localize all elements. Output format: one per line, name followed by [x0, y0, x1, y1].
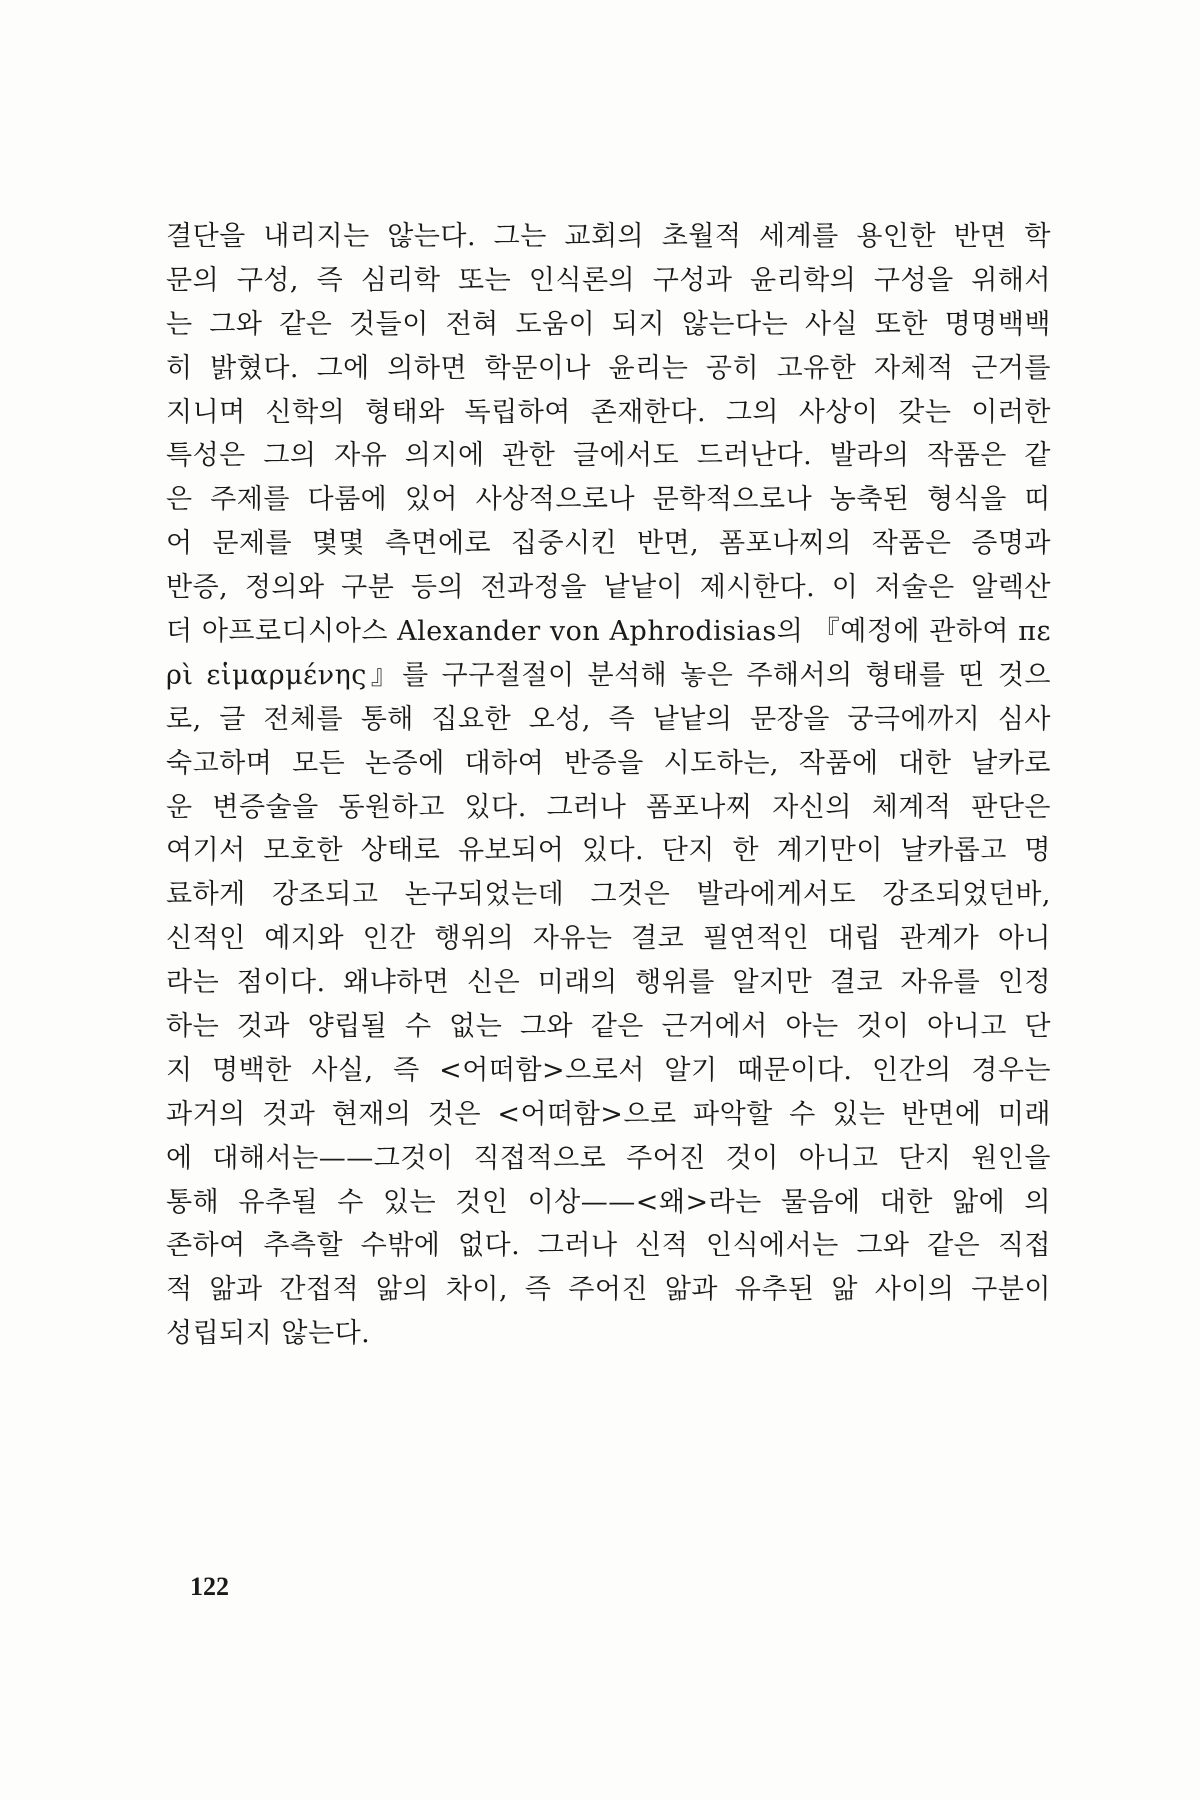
- text-line: 히 밝혔다. 그에 의하면 학문이나 윤리는 공히 고유한 자체적 근거를: [166, 352, 1051, 384]
- text-line: ρὶ εἱμαρμένης』를 구구절절이 분석해 놓은 주해서의 형태를 띤 것으: [166, 659, 1051, 691]
- text-line: 반증, 정의와 구분 등의 전과정을 낱낱이 제시한다. 이 저술은 알렉산: [166, 572, 1051, 604]
- text-line: 로, 글 전체를 통해 집요한 오성, 즉 낱낱의 문장을 궁극에까지 심사: [166, 703, 1051, 735]
- text-line: 성립되지 않는다.: [166, 1318, 371, 1350]
- text-line: 하는 것과 양립될 수 없는 그와 같은 근거에서 아는 것이 아니고 단: [166, 1011, 1051, 1043]
- text-line: 에 대해서는——그것이 직접적으로 주어진 것이 아니고 단지 원인을: [166, 1142, 1051, 1174]
- text-line: 과거의 것과 현재의 것은 <어떠함>으로 파악할 수 있는 반면에 미래: [166, 1098, 1051, 1130]
- text-line: 여기서 모호한 상태로 유보되어 있다. 단지 한 계기만이 날카롭고 명: [166, 835, 1051, 867]
- text-line: 료하게 강조되고 논구되었는데 그것은 발라에게서도 강조되었던바,: [166, 879, 1051, 911]
- text-line: 은 주제를 다룸에 있어 사상적으로나 문학적으로나 농축된 형식을 띠: [166, 484, 1051, 516]
- text-line: 존하여 추측할 수밖에 없다. 그러나 신적 인식에서는 그와 같은 직접: [166, 1230, 1051, 1262]
- text-line: 적 앎과 간접적 앎의 차이, 즉 주어진 앎과 유추된 앎 사이의 구분이: [166, 1274, 1051, 1306]
- text-line: 더 아프로디시아스 Alexander von Aphrodisias의 『예정에 관하여 πε: [166, 616, 1051, 648]
- text-line: 어 문제를 몇몇 측면에로 집중시킨 반면, 폼포나찌의 작품은 증명과: [166, 528, 1051, 560]
- text-line: 문의 구성, 즉 심리학 또는 인식론의 구성과 윤리학의 구성을 위해서: [166, 264, 1051, 296]
- text-line: 결단을 내리지는 않는다. 그는 교회의 초월적 세계를 용인한 반면 학: [166, 221, 1051, 252]
- text-line: 지 명백한 사실, 즉 <어떠함>으로서 알기 때문이다. 인간의 경우는: [166, 1054, 1051, 1086]
- text-line: 지니며 신학의 형태와 독립하여 존재한다. 그의 사상이 갖는 이러한: [166, 396, 1051, 428]
- text-line: 라는 점이다. 왜냐하면 신은 미래의 행위를 알지만 결코 자유를 인정: [166, 967, 1051, 999]
- text-line: 숙고하며 모든 논증에 대하여 반증을 시도하는, 작품에 대한 날카로: [166, 747, 1051, 779]
- text-line: 특성은 그의 자유 의지에 관한 글에서도 드러난다. 발라의 작품은 같: [166, 440, 1051, 472]
- body-text: [166, 215, 1051, 1356]
- text-line: 운 변증술을 동원하고 있다. 그러나 폼포나찌 자신의 체계적 판단은: [166, 791, 1051, 823]
- text-line: 신적인 예지와 인간 행위의 자유는 결코 필연적인 대립 관계가 아니: [166, 923, 1051, 955]
- page-number: 122: [190, 1572, 229, 1601]
- text-line: 는 그와 같은 것들이 전혀 도움이 되지 않는다는 사실 또한 명명백백: [166, 308, 1051, 340]
- text-line: 통해 유추될 수 있는 것인 이상——<왜>라는 물음에 대한 앎에 의: [166, 1186, 1051, 1218]
